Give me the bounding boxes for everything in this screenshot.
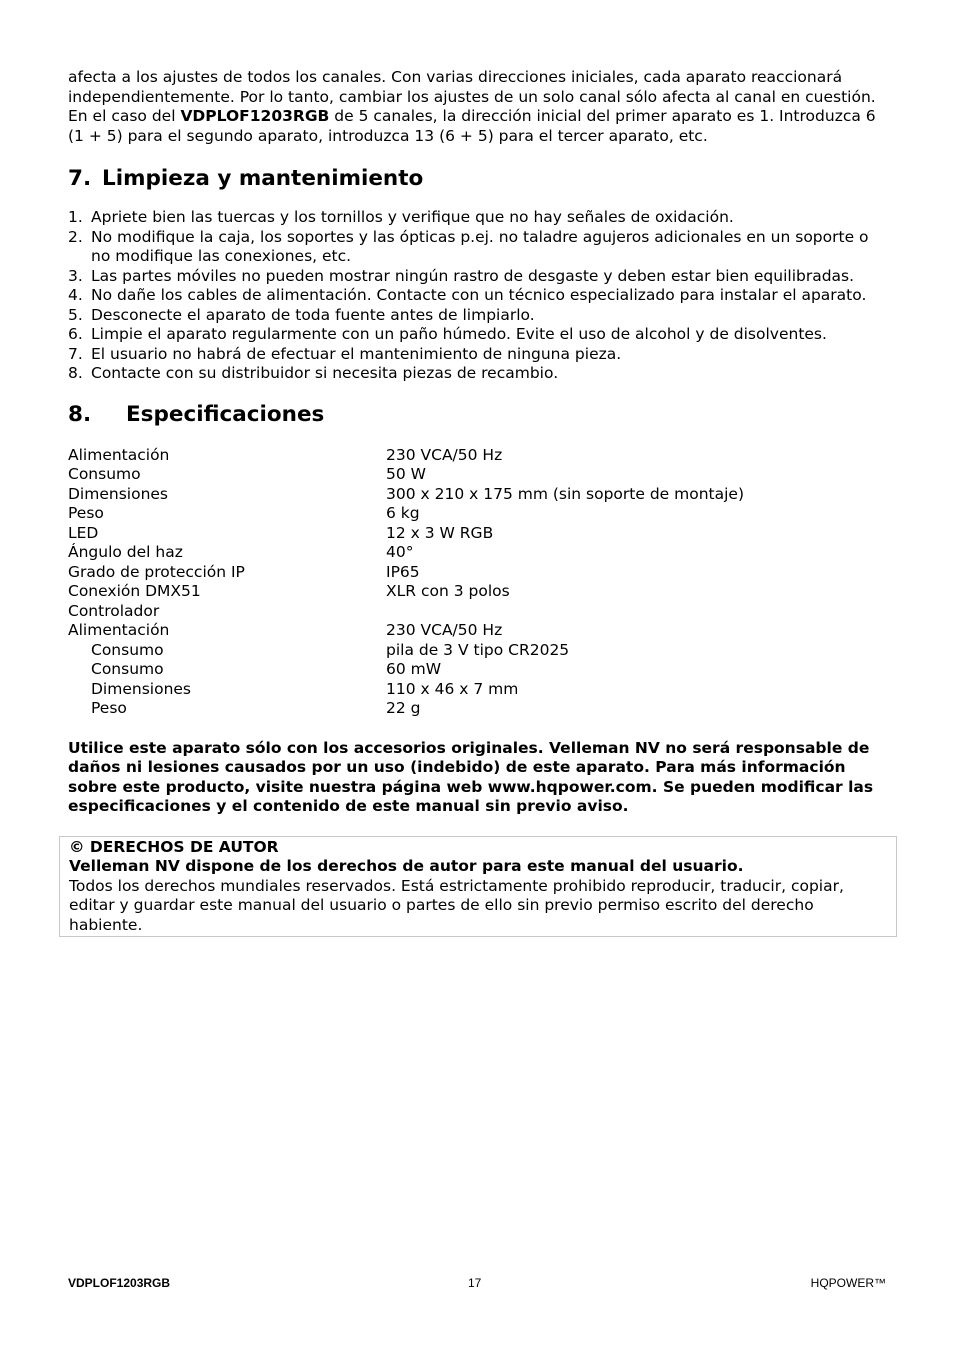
table-row — [68, 641, 744, 661]
spec-label: Alimentación — [68, 621, 170, 639]
spec-label: Grado de protección IP — [68, 562, 245, 581]
section-7-number: 7. — [68, 166, 92, 191]
table-row — [68, 465, 744, 485]
list-item — [68, 306, 886, 326]
list-item-text: Apriete bien las tuercas y los tornillos y verifique que no hay señales de oxidación. — [91, 208, 734, 226]
intro-text-2 — [68, 107, 886, 146]
list-item-text: Desconecte el aparato de toda fuente antes de limpiarlo. — [91, 305, 535, 324]
spec-label: LED — [68, 523, 99, 542]
list-item — [68, 267, 886, 287]
table-row — [68, 602, 744, 622]
spec-value — [386, 602, 744, 622]
spec-label: Dimensiones — [68, 484, 169, 503]
table-row — [68, 582, 744, 602]
section-8-number: 8. — [68, 401, 92, 427]
spec-value: 60 mW — [386, 660, 442, 678]
table-row — [68, 621, 744, 641]
spec-value: 12 x 3 W RGB — [386, 523, 494, 542]
page-footer — [68, 1276, 886, 1292]
spec-label: Ángulo del haz — [68, 543, 183, 561]
spec-label: Consumo — [68, 465, 141, 483]
list-item — [68, 286, 886, 306]
footer-brand: HQPOWER™ — [810, 1276, 886, 1290]
list-item-number: 3. — [68, 266, 83, 285]
spec-value: pila de 3 V tipo CR2025 — [386, 640, 570, 659]
table-row — [68, 446, 744, 466]
spec-value: 40° — [386, 543, 414, 561]
spec-label: Consumo — [91, 660, 164, 678]
spec-value: 22 g — [386, 699, 421, 717]
section-8-title: Especificaciones — [126, 401, 325, 427]
list-item-number: 8. — [68, 364, 83, 382]
spec-value: 300 x 210 x 175 mm (sin soporte de montaje) — [386, 484, 745, 503]
spec-label: Peso — [68, 504, 104, 522]
copyright-heading: © DERECHOS DE AUTOR — [69, 837, 279, 856]
warning-paragraph: Utilice este aparato sólo con los accesorios originales. Velleman NV no será responsable de daños ni lesiones causados por un uso (indebido) de este aparato. Para más información sobre este producto, visite nuestra página web www.hqpower.com. Se pueden modificar las especificaciones y el contenido de este manual sin previo aviso. — [68, 738, 874, 815]
table-row — [68, 660, 744, 680]
list-item-number: 2. — [68, 227, 83, 246]
spec-value: 230 VCA/50 Hz — [386, 445, 503, 464]
list-item — [68, 325, 886, 345]
list-item-number: 1. — [68, 208, 83, 226]
list-item-text: Limpie el aparato regularmente con un paño húmedo. Evite el uso de alcohol y de disolventes. — [91, 325, 827, 343]
intro-text-2-pre: En el caso del — [68, 107, 181, 125]
table-row — [68, 680, 744, 700]
table-row — [68, 504, 744, 524]
list-item-text: Las partes móviles no pueden mostrar ningún rastro de desgaste y deben estar bien equilibradas. — [91, 266, 855, 285]
spec-label: Controlador — [68, 601, 160, 620]
footer-model: VDPLOF1203RGB — [68, 1276, 171, 1290]
table-row — [68, 524, 744, 544]
spec-value: IP65 — [386, 562, 420, 581]
list-item-number: 6. — [68, 325, 83, 343]
footer-page-number: 17 — [468, 1276, 482, 1290]
table-row — [68, 699, 744, 719]
spec-value: 6 kg — [386, 504, 420, 522]
page-content — [68, 68, 886, 937]
spec-value: 110 x 46 x 7 mm — [386, 679, 519, 698]
spec-label: Dimensiones — [91, 679, 192, 698]
spec-label: Consumo — [91, 640, 164, 659]
copyright-body: Todos los derechos mundiales reservados. Está estrictamente prohibido reproducir, traducir, copiar, editar y guardar este manual del usuario o partes de ello sin previo permiso escrito del derecho habiente. — [69, 876, 844, 934]
table-row — [68, 485, 744, 505]
copyright-subheading: Velleman NV dispone de los derechos de autor para este manual del usuario. — [69, 857, 744, 875]
intro-text-2-post: de 5 canales, la dirección inicial del primer aparato es 1. Introduzca 6 (1 + 5) para el segundo aparato, introduzca 13 (6 + 5) para el tercer aparato, etc. — [68, 107, 876, 145]
list-item-text: Contacte con su distribuidor si necesita piezas de recambio. — [91, 364, 559, 382]
list-item — [68, 345, 886, 365]
maintenance-list — [68, 208, 886, 384]
table-row — [68, 543, 744, 563]
table-row — [68, 563, 744, 583]
spec-value: 50 W — [386, 465, 426, 483]
list-item-text: No modifique la caja, los soportes y las ópticas p.ej. no taladre agujeros adicionales en un soporte o no modifique las conexiones, etc. — [91, 227, 869, 265]
list-item-number: 7. — [68, 344, 83, 363]
section-8-heading — [68, 402, 886, 428]
section-7-title: Limpieza y mantenimiento — [102, 166, 424, 191]
list-item — [68, 228, 886, 267]
list-item-text: El usuario no habrá de efectuar el mantenimiento de ninguna pieza. — [91, 344, 622, 363]
section-7-heading — [68, 166, 886, 192]
intro-paragraph — [68, 68, 886, 146]
spec-label: Conexión DMX51 — [68, 582, 201, 600]
specifications-table — [68, 446, 744, 719]
list-item-number: 4. — [68, 286, 83, 304]
list-item — [68, 364, 886, 384]
copyright-box — [59, 836, 897, 938]
spec-value: XLR con 3 polos — [386, 582, 510, 600]
list-item-number: 5. — [68, 305, 83, 324]
spec-label: Peso — [91, 699, 127, 717]
list-item — [68, 208, 886, 228]
spec-value: 230 VCA/50 Hz — [386, 621, 503, 639]
intro-text-1: afecta a los ajustes de todos los canales. Con varias direcciones iniciales, cada aparato reaccionará independientemente. Por lo tanto, cambiar los ajustes de un solo canal sólo afecta al canal en cuestión. — [68, 68, 876, 106]
model-name-bold: VDPLOF1203RGB — [180, 107, 330, 125]
spec-label: Alimentación — [68, 445, 170, 464]
list-item-text: No dañe los cables de alimentación. Contacte con un técnico especializado para instalar el aparato. — [91, 286, 867, 304]
